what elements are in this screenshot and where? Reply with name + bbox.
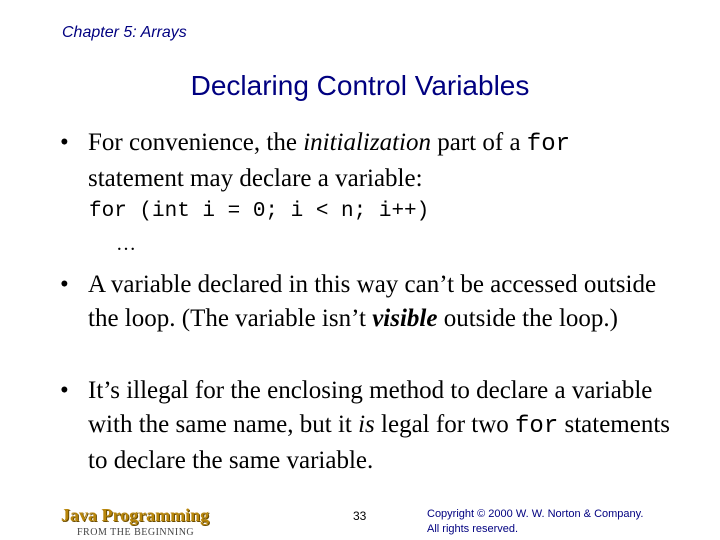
bullet-text: For convenience, the initialization part of a for statement may declare a variable:: [88, 129, 571, 192]
code-snippet: for (int i = 0; i < n; i++): [89, 200, 430, 223]
chapter-header: Chapter 5: Arrays: [62, 24, 187, 41]
bullet-symbol: •: [60, 377, 69, 404]
bullet-item-1: [60, 126, 670, 196]
bullet-text: A variable declared in this way can’t be accessed outside the loop. (The variable isn’t visible outside the loop.): [88, 271, 657, 332]
footer-brand-subtitle: FROM THE BEGINNING: [77, 527, 195, 538]
copyright-line-1: Copyright © 2000 W. W. Norton & Company.: [427, 508, 644, 520]
code-ellipsis: …: [116, 233, 136, 255]
bullet-item-3: [60, 374, 670, 478]
bullet-symbol: •: [60, 271, 69, 298]
copyright-notice: [427, 507, 643, 537]
slide-title: Declaring Control Variables: [190, 70, 530, 101]
bullet-item-2: [60, 268, 670, 336]
page-number: 33: [353, 509, 367, 523]
copyright-line-2: All rights reserved.: [427, 523, 519, 535]
footer-brand-logo: Java Programming: [61, 505, 210, 525]
bullet-text: It’s illegal for the enclosing method to declare a variable with the same name, but it is legal for two for statements to declare the same variable.: [88, 377, 671, 474]
bullet-symbol: •: [60, 129, 69, 156]
